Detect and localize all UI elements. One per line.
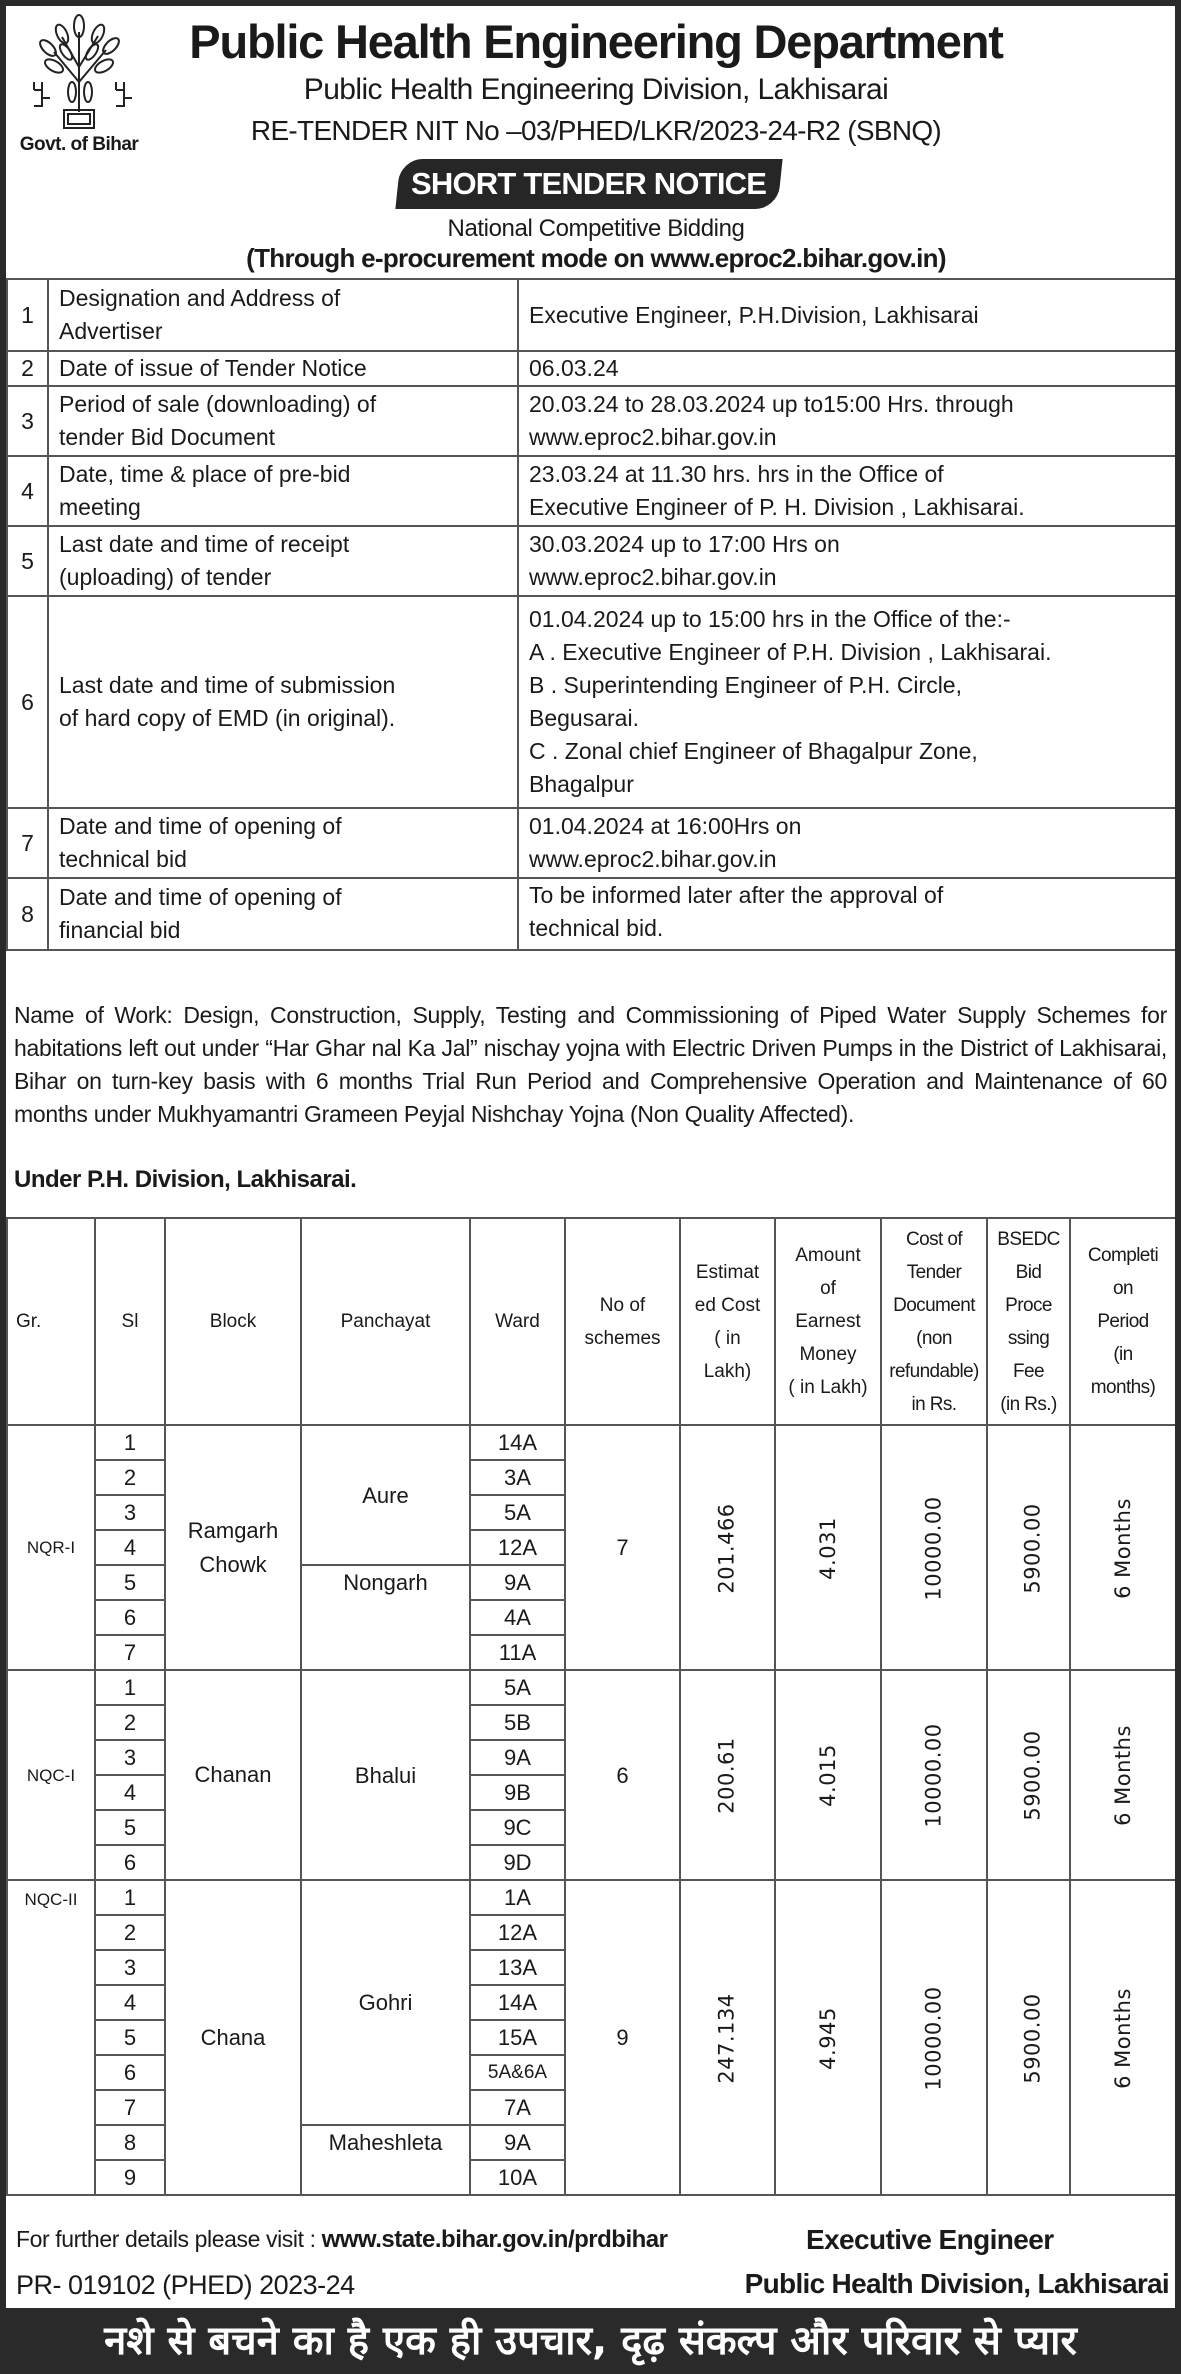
estimated-cost-lakh-value: 200.61 bbox=[714, 1737, 739, 1814]
schedule-detail-line: 06.03.24 bbox=[529, 355, 619, 381]
ward-number: 5A&6A bbox=[470, 2055, 565, 2090]
schedule-row-number: 7 bbox=[7, 808, 48, 878]
no-of-schemes: 7 bbox=[565, 1425, 680, 1670]
column-header-line: No of bbox=[599, 1294, 646, 1316]
block-name bbox=[165, 1880, 301, 2195]
block-name-line: Chana bbox=[200, 2024, 266, 2050]
schedule-detail-line: B . Superintending Engineer of P.H. Circle, bbox=[529, 672, 962, 698]
schedule-detail bbox=[518, 808, 1175, 878]
column-header-line: ( in Lakh) bbox=[788, 1377, 868, 1398]
schedule-detail-line: Executive Engineer of P. H. Division , Lakhisarai. bbox=[529, 494, 1025, 520]
column-header-line: of bbox=[820, 1278, 836, 1299]
column-header-tender-document-cost bbox=[881, 1218, 987, 1425]
eprocurement-line: (Through e-procurement mode on www.eproc2.bihar.gov.in) bbox=[246, 243, 946, 273]
serial-number: 9 bbox=[95, 2160, 165, 2195]
column-header-line: Earnest bbox=[795, 1311, 861, 1332]
column-header-line: ssing bbox=[1007, 1327, 1050, 1349]
column-header-gr bbox=[7, 1218, 95, 1425]
schedule-detail bbox=[518, 279, 1175, 351]
nit-number: RE-TENDER NIT No –03/PHED/LKR/2023-24-R2 (SBNQ) bbox=[250, 115, 942, 146]
completion-period bbox=[1070, 1880, 1175, 2195]
column-header-line: Sl bbox=[121, 1311, 139, 1332]
ward-number: 5B bbox=[470, 1705, 565, 1740]
schedule-detail-line: 20.03.24 to 28.03.2024 up to15:00 Hrs. through bbox=[529, 391, 1014, 417]
schedule-row-number: 5 bbox=[7, 526, 48, 596]
column-header-line: ed Cost bbox=[694, 1294, 761, 1316]
column-header-line: Fee bbox=[1013, 1360, 1044, 1382]
block-name bbox=[165, 1670, 301, 1880]
completion-period bbox=[1070, 1670, 1175, 1880]
signatory-office: Public Health Division, Lakhisarai bbox=[744, 2268, 1169, 2299]
ward-number: 11A bbox=[470, 1635, 565, 1670]
works-table-row bbox=[7, 1425, 1175, 1460]
division-name: Public Health Engineering Division, Lakhisarai bbox=[303, 73, 889, 106]
serial-number: 6 bbox=[95, 1600, 165, 1635]
serial-number: 8 bbox=[95, 2125, 165, 2160]
bsedc-fee-rs bbox=[987, 1425, 1070, 1670]
schedule-detail-line: Begusarai. bbox=[529, 705, 639, 731]
earnest-money-lakh-value: 4.031 bbox=[815, 1516, 840, 1580]
schedule-row bbox=[7, 386, 1175, 456]
tender-document-cost-rs-value: 10000.00 bbox=[921, 1495, 946, 1601]
serial-number: 3 bbox=[95, 1740, 165, 1775]
tender-document-cost-rs bbox=[881, 1425, 987, 1670]
schedule-item-line: Designation and Address of bbox=[59, 285, 341, 311]
column-header-line: (non bbox=[916, 1327, 952, 1349]
schedule-item-line: technical bid bbox=[59, 846, 187, 872]
schedule-item-line: meeting bbox=[59, 494, 141, 520]
schedule-detail-line: www.eproc2.bihar.gov.in bbox=[529, 424, 777, 450]
column-header-estimated-cost bbox=[680, 1218, 775, 1425]
column-header-line: BSEDC bbox=[997, 1228, 1060, 1250]
serial-number: 5 bbox=[95, 1565, 165, 1600]
logo-caption: Govt. of Bihar bbox=[19, 134, 139, 155]
schedule-item-line: financial bid bbox=[59, 917, 181, 943]
serial-number: 1 bbox=[95, 1670, 165, 1705]
column-header-ward bbox=[470, 1218, 565, 1425]
estimated-cost-lakh bbox=[680, 1425, 775, 1670]
ward-number: 9B bbox=[470, 1775, 565, 1810]
panchayat-name: Nongarh bbox=[301, 1565, 470, 1670]
schedule-detail bbox=[518, 596, 1175, 808]
tender-schedule-table bbox=[6, 278, 1175, 951]
schedule-item-line: (uploading) of tender bbox=[59, 564, 272, 590]
group-code: NQC-I bbox=[7, 1670, 95, 1880]
ward-number: 9D bbox=[470, 1845, 565, 1880]
schedule-row-number: 1 bbox=[7, 279, 48, 351]
bsedc-fee-rs bbox=[987, 1880, 1070, 2195]
serial-number: 7 bbox=[95, 1635, 165, 1670]
column-header-line: Proce bbox=[1005, 1294, 1052, 1316]
panchayat-name: Bhalui bbox=[301, 1670, 470, 1880]
schedule-detail bbox=[518, 456, 1175, 526]
serial-number: 6 bbox=[95, 2055, 165, 2090]
serial-number: 2 bbox=[95, 1915, 165, 1950]
further-details-link[interactable]: www.state.bihar.gov.in/prdbihar bbox=[321, 2226, 668, 2253]
schedule-detail-line: Bhagalpur bbox=[529, 771, 634, 797]
column-header-line: months) bbox=[1090, 1377, 1156, 1398]
schedule-detail-line: A . Executive Engineer of P.H. Division , Lakhisarai. bbox=[529, 639, 1052, 665]
estimated-cost-lakh bbox=[680, 1880, 775, 2195]
schedule-item-line: of hard copy of EMD (in original). bbox=[59, 705, 396, 731]
ward-number: 12A bbox=[470, 1915, 565, 1950]
ward-number: 14A bbox=[470, 1425, 565, 1460]
works-table-row bbox=[7, 1670, 1175, 1705]
schedule-detail-line: 01.04.2024 up to 15:00 hrs in the Office of the:- bbox=[529, 606, 1011, 632]
works-table bbox=[6, 1217, 1175, 2196]
schedule-row bbox=[7, 279, 1175, 351]
block-name bbox=[165, 1425, 301, 1670]
notice-type-badge bbox=[395, 159, 782, 209]
column-header-line: schemes bbox=[584, 1327, 661, 1349]
column-header-line: Lakh) bbox=[703, 1360, 752, 1382]
column-header-line: (in Rs.) bbox=[1000, 1393, 1057, 1415]
ward-number: 14A bbox=[470, 1985, 565, 2020]
column-header-line: Money bbox=[799, 1344, 857, 1365]
schedule-detail-line: www.eproc2.bihar.gov.in bbox=[529, 564, 777, 590]
schedule-row bbox=[7, 878, 1175, 950]
column-header-line: Estimat bbox=[695, 1261, 760, 1283]
serial-number: 4 bbox=[95, 1985, 165, 2020]
schedule-row bbox=[7, 526, 1175, 596]
estimated-cost-lakh-value: 247.134 bbox=[715, 1992, 739, 2084]
schedule-row-number: 3 bbox=[7, 386, 48, 456]
schedule-row bbox=[7, 808, 1175, 878]
column-header-block bbox=[165, 1218, 301, 1425]
no-of-schemes: 6 bbox=[565, 1670, 680, 1880]
column-header-no-of-schemes bbox=[565, 1218, 680, 1425]
block-name-line: Chanan bbox=[194, 1762, 272, 1787]
serial-number: 3 bbox=[95, 1950, 165, 1985]
bsedc-fee-rs bbox=[987, 1670, 1070, 1880]
bsedc-fee-rs-value: 5900.00 bbox=[1020, 1992, 1045, 2084]
earnest-money-lakh bbox=[775, 1880, 881, 2195]
schedule-row-number: 4 bbox=[7, 456, 48, 526]
ward-number: 7A bbox=[470, 2090, 565, 2125]
column-header-line: Ward bbox=[495, 1311, 540, 1332]
no-of-schemes: 9 bbox=[565, 1880, 680, 2195]
schedule-item-line: Date of issue of Tender Notice bbox=[59, 355, 367, 381]
serial-number: 4 bbox=[95, 1775, 165, 1810]
completion-period-value: 6 Months bbox=[1110, 1497, 1135, 1599]
ward-number: 5A bbox=[470, 1670, 565, 1705]
schedule-item-line: tender Bid Document bbox=[59, 424, 276, 450]
ward-number: 12A bbox=[470, 1530, 565, 1565]
serial-number: 5 bbox=[95, 1810, 165, 1845]
group-code: NQC-II bbox=[7, 1880, 95, 2195]
schedule-item bbox=[48, 878, 518, 950]
bsedc-fee-rs-value: 5900.00 bbox=[1020, 1502, 1045, 1594]
schedule-detail bbox=[518, 878, 1175, 950]
block-name-line: Ramgarh bbox=[187, 1517, 279, 1543]
schedule-item-line: Advertiser bbox=[59, 318, 163, 344]
schedule-detail bbox=[518, 351, 1175, 386]
panchayat-name: Aure bbox=[301, 1425, 470, 1565]
column-header-line: Amount bbox=[795, 1245, 861, 1266]
schedule-detail bbox=[518, 526, 1175, 596]
under-division: Under P.H. Division, Lakhisarai. bbox=[14, 1166, 357, 1193]
schedule-detail-line: www.eproc2.bihar.gov.in bbox=[529, 846, 777, 872]
ward-number: 1A bbox=[470, 1880, 565, 1915]
serial-number: 3 bbox=[95, 1495, 165, 1530]
schedule-item bbox=[48, 456, 518, 526]
ward-number: 13A bbox=[470, 1950, 565, 1985]
schedule-item bbox=[48, 279, 518, 351]
ward-number: 10A bbox=[470, 2160, 565, 2195]
tender-document-cost-rs-value: 10000.00 bbox=[921, 1985, 946, 2091]
signatory-title: Executive Engineer bbox=[806, 2224, 1054, 2255]
column-header-line: Gr. bbox=[16, 1311, 42, 1332]
schedule-row-number: 2 bbox=[7, 351, 48, 386]
ward-number: 15A bbox=[470, 2020, 565, 2055]
serial-number: 5 bbox=[95, 2020, 165, 2055]
serial-number: 2 bbox=[95, 1705, 165, 1740]
column-header-line: on bbox=[1113, 1278, 1133, 1299]
ward-number: 4A bbox=[470, 1600, 565, 1635]
schedule-detail-line: To be informed later after the approval of bbox=[529, 882, 944, 908]
earnest-money-lakh bbox=[775, 1670, 881, 1880]
ward-number: 9A bbox=[470, 1565, 565, 1600]
column-header-line: Bid bbox=[1015, 1261, 1042, 1283]
schedule-item bbox=[48, 526, 518, 596]
column-header-line: refundable) bbox=[889, 1360, 979, 1382]
column-header-bsedc-fee bbox=[987, 1218, 1070, 1425]
works-table-row bbox=[7, 1880, 1175, 1915]
ward-number: 5A bbox=[470, 1495, 565, 1530]
ward-number: 9A bbox=[470, 1740, 565, 1775]
group-code: NQR-I bbox=[7, 1425, 95, 1670]
schedule-detail-line: C . Zonal chief Engineer of Bhagalpur Zone, bbox=[529, 738, 978, 764]
schedule-item-line: Date and time of opening of bbox=[59, 884, 342, 910]
serial-number: 1 bbox=[95, 1880, 165, 1915]
panchayat-name: Maheshleta bbox=[301, 2125, 470, 2195]
completion-period-value: 6 Months bbox=[1110, 1725, 1135, 1826]
schedule-item-line: Date and time of opening of bbox=[59, 813, 342, 839]
column-header-line: Block bbox=[209, 1311, 257, 1332]
column-header-line: in Rs. bbox=[911, 1393, 957, 1415]
estimated-cost-lakh-value: 201.466 bbox=[715, 1502, 739, 1594]
schedule-row bbox=[7, 351, 1175, 386]
schedule-detail-line: 01.04.2024 at 16:00Hrs on bbox=[529, 813, 802, 839]
earnest-money-lakh-value: 4.015 bbox=[815, 1744, 840, 1807]
tender-document-cost-rs bbox=[881, 1670, 987, 1880]
ward-number: 3A bbox=[470, 1460, 565, 1495]
column-header-line: Panchayat bbox=[340, 1311, 431, 1332]
hindi-slogan-banner: नशे से बचने का है एक ही उपचार, दृढ़ संकल्प और परिवार से प्यार bbox=[104, 2318, 1077, 2364]
schedule-row bbox=[7, 456, 1175, 526]
schedule-detail bbox=[518, 386, 1175, 456]
schedule-row bbox=[7, 596, 1175, 808]
serial-number: 4 bbox=[95, 1530, 165, 1565]
ward-number: 9C bbox=[470, 1810, 565, 1845]
serial-number: 1 bbox=[95, 1425, 165, 1460]
column-header-line: (in bbox=[1113, 1344, 1133, 1365]
tender-notice-page bbox=[6, 6, 1175, 2308]
schedule-item-line: Date, time & place of pre-bid bbox=[59, 461, 351, 487]
schedule-detail-line: Executive Engineer, P.H.Division, Lakhisarai bbox=[529, 301, 979, 328]
completion-period-value: 6 Months bbox=[1110, 1987, 1135, 2089]
block-name-line: Chowk bbox=[199, 1551, 267, 1577]
bidding-type: National Competitive Bidding bbox=[447, 215, 745, 242]
further-details-label: For further details please visit : bbox=[16, 2226, 322, 2252]
schedule-item-line: Last date and time of receipt bbox=[59, 531, 350, 557]
bsedc-fee-rs-value: 5900.00 bbox=[1020, 1730, 1045, 1821]
schedule-item bbox=[48, 596, 518, 808]
column-header-line: Cost of bbox=[906, 1228, 962, 1250]
completion-period bbox=[1070, 1425, 1175, 1670]
schedule-row-number: 8 bbox=[7, 878, 48, 950]
schedule-detail-line: 30.03.2024 up to 17:00 Hrs on bbox=[529, 531, 840, 557]
schedule-detail-line: technical bid. bbox=[529, 915, 664, 941]
schedule-item-line: Last date and time of submission bbox=[59, 672, 396, 698]
earnest-money-lakh-value: 4.945 bbox=[815, 2006, 840, 2070]
serial-number: 6 bbox=[95, 1845, 165, 1880]
column-header-sl bbox=[95, 1218, 165, 1425]
schedule-item bbox=[48, 386, 518, 456]
department-title: Public Health Engineering Department bbox=[189, 15, 1003, 68]
ward-number: 9A bbox=[470, 2125, 565, 2160]
column-header-line: Tender bbox=[906, 1261, 962, 1283]
further-details bbox=[16, 2226, 667, 2254]
pr-number: PR- 019102 (PHED) 2023-24 bbox=[16, 2270, 355, 2300]
column-header-panchayat bbox=[301, 1218, 470, 1425]
tender-document-cost-rs bbox=[881, 1880, 987, 2195]
serial-number: 7 bbox=[95, 2090, 165, 2125]
notice-type-label: SHORT TENDER NOTICE bbox=[411, 166, 767, 201]
schedule-row-number: 6 bbox=[7, 596, 48, 808]
serial-number: 2 bbox=[95, 1460, 165, 1495]
schedule-item bbox=[48, 808, 518, 878]
schedule-item-line: Period of sale (downloading) of bbox=[59, 391, 377, 417]
tender-document-cost-rs-value: 10000.00 bbox=[921, 1723, 946, 1828]
schedule-item bbox=[48, 351, 518, 386]
column-header-line: Completi bbox=[1087, 1245, 1159, 1266]
panchayat-name: Gohri bbox=[301, 1880, 470, 2125]
column-header-earnest-money bbox=[775, 1218, 881, 1425]
column-header-completion-period bbox=[1070, 1218, 1175, 1425]
estimated-cost-lakh bbox=[680, 1670, 775, 1880]
earnest-money-lakh bbox=[775, 1425, 881, 1670]
column-header-line: Period bbox=[1097, 1311, 1149, 1332]
name-of-work: Name of Work: Design, Construction, Supply, Testing and Commissioning of Piped Water Supply Schemes for habitations left out under “Har Ghar nal Ka Jal” nischay yojna with Electric Driven Pumps in the District of Lakhisarai, Bihar on turn-key basis with 6 months Trial Run Period and Comprehensive Operation and Maintenance of 60 months under Mukhyamantri Grameen Peyjal Nishchay Yojna (Non Quality Affected). bbox=[14, 1002, 1167, 1127]
schedule-detail-line: 23.03.24 at 11.30 hrs. hrs in the Office of bbox=[529, 461, 944, 487]
column-header-line: ( in bbox=[714, 1327, 741, 1349]
column-header-line: Document bbox=[893, 1294, 975, 1316]
works-table-header-row bbox=[7, 1218, 1175, 1425]
